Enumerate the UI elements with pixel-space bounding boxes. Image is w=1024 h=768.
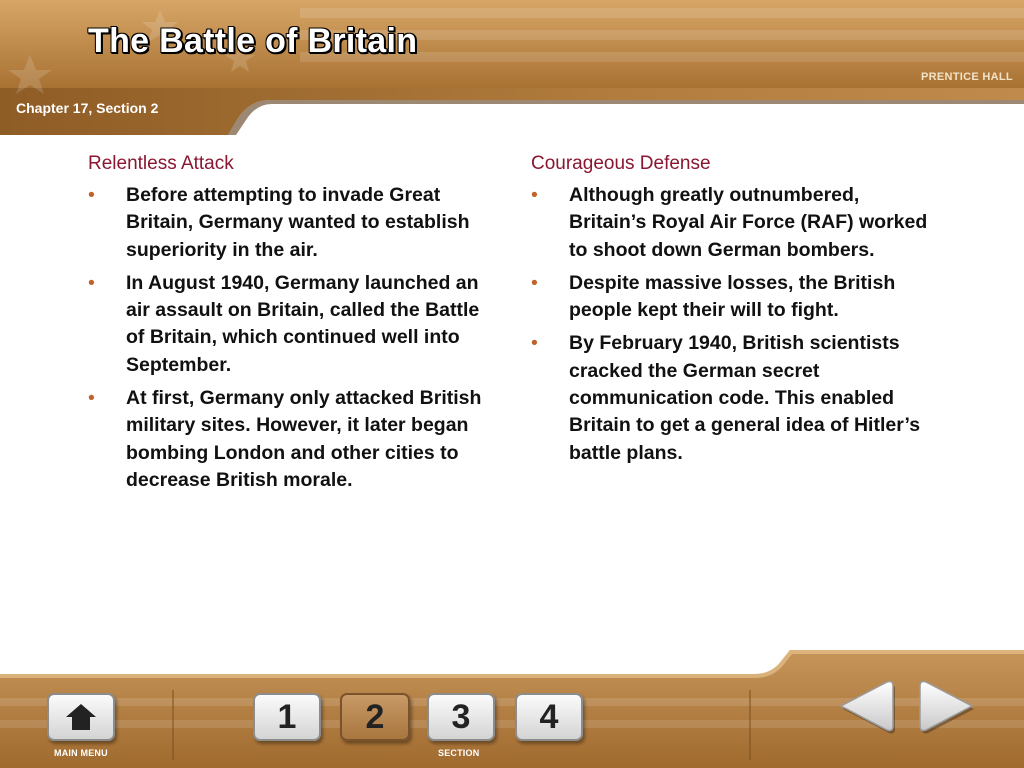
bullet-item	[88, 182, 498, 264]
right-column	[531, 152, 951, 473]
main-menu-label: MAIN MENU	[54, 748, 108, 758]
bullet-text: At first, Germany only attacked British military sites. However, it later began bombing London and other cities to decrease British morale.	[126, 387, 482, 491]
section-1-button[interactable]: 1	[253, 693, 321, 741]
bullet-text: In August 1940, Germany launched an air assault on Britain, called the Battle of Britain, which continued well into September.	[126, 271, 480, 376]
bullet-text: By February 1940, British scientists cracked the German secret communication code. This enabled Britain to get a general idea of Hitler’s battle plans.	[569, 332, 921, 464]
bullet-list	[88, 182, 508, 494]
bullet-item	[531, 270, 941, 325]
bullet-item	[88, 385, 498, 494]
main-menu-button[interactable]	[47, 693, 115, 741]
page-title: The Battle of Britain	[88, 22, 418, 60]
bullet-text: Before attempting to invade Great Britain, Germany wanted to establish superiority in the air.	[126, 184, 470, 261]
home-icon	[64, 702, 98, 732]
column-heading: Relentless Attack	[88, 153, 234, 174]
bullet-text: Despite massive losses, the British people kept their will to fight.	[569, 271, 896, 322]
bullet-item	[531, 182, 941, 264]
bullet-icon: •	[88, 184, 95, 206]
chapter-section-label: Chapter 17, Section 2	[16, 100, 159, 116]
column-heading: Courageous Defense	[531, 153, 711, 174]
bullet-icon: •	[531, 271, 538, 294]
next-button[interactable]	[916, 678, 978, 739]
left-column	[88, 152, 508, 500]
bullet-icon: •	[531, 184, 538, 206]
section-label: SECTION	[438, 748, 480, 758]
publisher-logo: PRENTICE HALL	[921, 71, 1013, 83]
header-banner	[0, 0, 1024, 135]
next-arrow-icon	[916, 678, 978, 734]
bullet-item	[531, 330, 941, 466]
footer-navigation	[0, 650, 1024, 768]
previous-arrow-icon	[835, 678, 897, 734]
bullet-icon: •	[88, 387, 95, 410]
section-3-button[interactable]: 3	[427, 693, 495, 741]
bullet-icon: •	[531, 332, 538, 355]
bullet-item	[88, 270, 498, 379]
previous-button[interactable]	[835, 678, 897, 739]
bullet-text: Although greatly outnumbered, Britain’s Royal Air Force (RAF) worked to shoot down German bombers.	[569, 184, 928, 261]
section-4-button[interactable]: 4	[515, 693, 583, 741]
section-2-button[interactable]: 2	[340, 693, 410, 741]
bullet-list	[531, 182, 951, 467]
bullet-icon: •	[88, 271, 95, 294]
